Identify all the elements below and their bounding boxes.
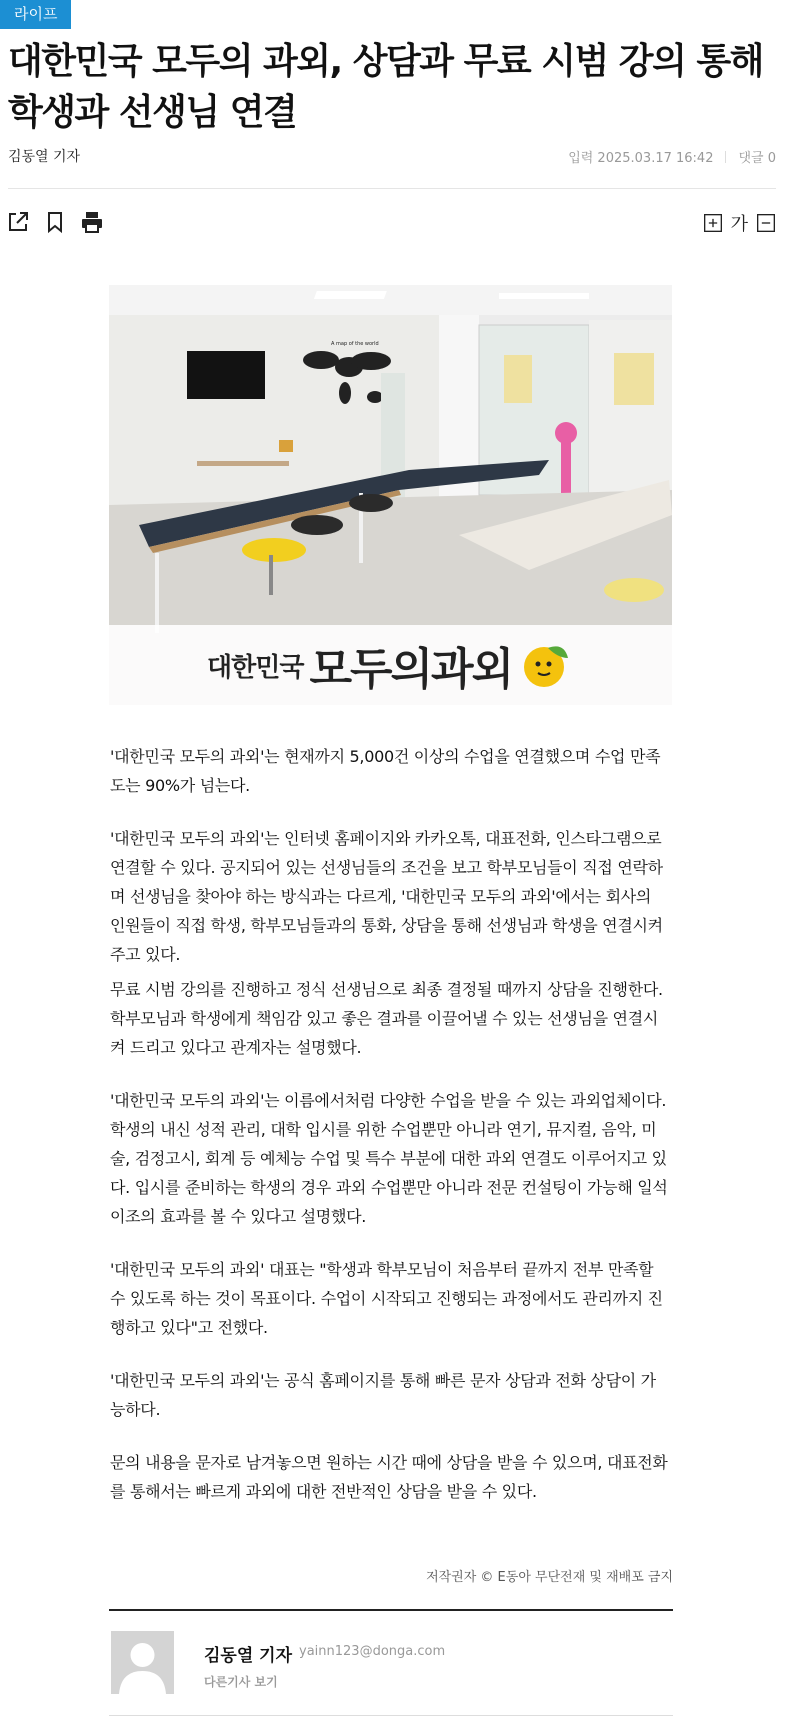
copyright-notice: 저작권자 © E동아 무단전재 및 재배포 금지 [426, 1570, 673, 1585]
bookmark-icon[interactable] [43, 210, 67, 234]
header-divider [8, 188, 776, 189]
article-title: 대한민국 모두의 과외, 상담과 무료 시범 강의 통해 학생과 선생님 연결 [8, 41, 763, 133]
publish-date: 입력 2025.03.17 16:42 [568, 151, 714, 166]
paragraph: '대한민국 모두의 과외'는 인터넷 홈페이지와 카카오톡, 대표전화, 인스타그램으로 연결할 수 있다. 공지되어 있는 선생님들의 조건을 보고 학부모님들이 직접 연락하며 선생님을 찾아야 하는 방식과는 다르게, '대한민국 모두의 과외'에서는 회사의 인원들이 직접 학생, 학부모님들과의 통화, 상담을 통해 선생님과 학생을 연결시켜주고 있다. [110, 829, 663, 964]
font-decrease-icon[interactable] [756, 213, 776, 233]
paragraph: '대한민국 모두의 과외'는 공식 홈페이지를 통해 빠른 문자 상담과 전화 상담이 가능하다. [110, 1371, 656, 1419]
font-size-label: 가 [730, 214, 748, 235]
caption-small-text: 대한민국 [207, 652, 304, 683]
reporter-email[interactable]: yainn123@donga.com [299, 1644, 446, 1659]
map-text: A map of the world [331, 341, 379, 347]
paragraph: 무료 시범 강의를 진행하고 정식 선생님으로 최종 결정될 때까지 상담을 진행한다. 학부모님과 학생에게 책임감 있고 좋은 결과를 이끌어낼 수 있는 선생님을 연결시켜 드리고 있다고 관계자는 설명했다. [110, 980, 663, 1057]
article-toolbar [6, 210, 776, 238]
article-photo [109, 285, 672, 705]
avatar [111, 1631, 174, 1694]
paragraph: '대한민국 모두의 과외'는 이름에서처럼 다양한 수업을 받을 수 있는 과외업체이다. 학생의 내신 성적 관리, 대학 입시를 위한 수업뿐만 아니라 연기, 뮤지컬, 음악, 미술, 검정고시, 회계 등 예체능 수업 및 특수 부분에 대한 과외 연결도 이루어지고 있다. 입시를 준비하는 학생의 경우 과외 수업뿐만 아니라 전문 컨설팅이 가능해 일석이조의 효과를 볼 수 있다고 설명했다. [110, 1091, 668, 1226]
other-articles-link[interactable]: 다른기사 보기 [204, 1675, 278, 1689]
font-increase-icon[interactable] [703, 213, 723, 233]
paragraph: '대한민국 모두의 과외'는 현재까지 5,000건 이상의 수업을 연결했으며 수업 만족도는 90%가 넘는다. [110, 747, 661, 795]
category-badge[interactable]: 라이프 [0, 0, 71, 29]
article-info [568, 147, 776, 166]
author-name[interactable]: 김동열 기자 [8, 149, 81, 165]
share-icon[interactable] [6, 210, 30, 234]
reporter-name[interactable]: 김동열 기자 [204, 1646, 293, 1666]
photo-logo-caption [109, 625, 672, 705]
paragraph: '대한민국 모두의 과외' 대표는 "학생과 학부모님이 처음부터 끝까지 전부 만족할 수 있도록 하는 것이 목표이다. 수업이 시작되고 진행되는 과정에서도 관리까지 진행하고 있다"고 전했다. [110, 1260, 663, 1337]
user-placeholder-icon [111, 1631, 174, 1694]
article-body [110, 742, 670, 1530]
comment-count[interactable]: 댓글 0 [738, 151, 776, 166]
caption-big-text: 모두의과외 [309, 644, 512, 695]
print-icon[interactable] [80, 210, 104, 234]
info-divider [725, 151, 726, 163]
paragraph: 문의 내용을 문자로 남겨놓으면 원하는 시간 때에 상담을 받을 수 있으며, 대표전화를 통해서는 빠르게 과외에 대한 전반적인 상담을 받을 수 있다. [110, 1453, 668, 1501]
mascot-icon [518, 638, 574, 692]
reporter-card [109, 1609, 673, 1716]
article-meta [8, 146, 776, 168]
